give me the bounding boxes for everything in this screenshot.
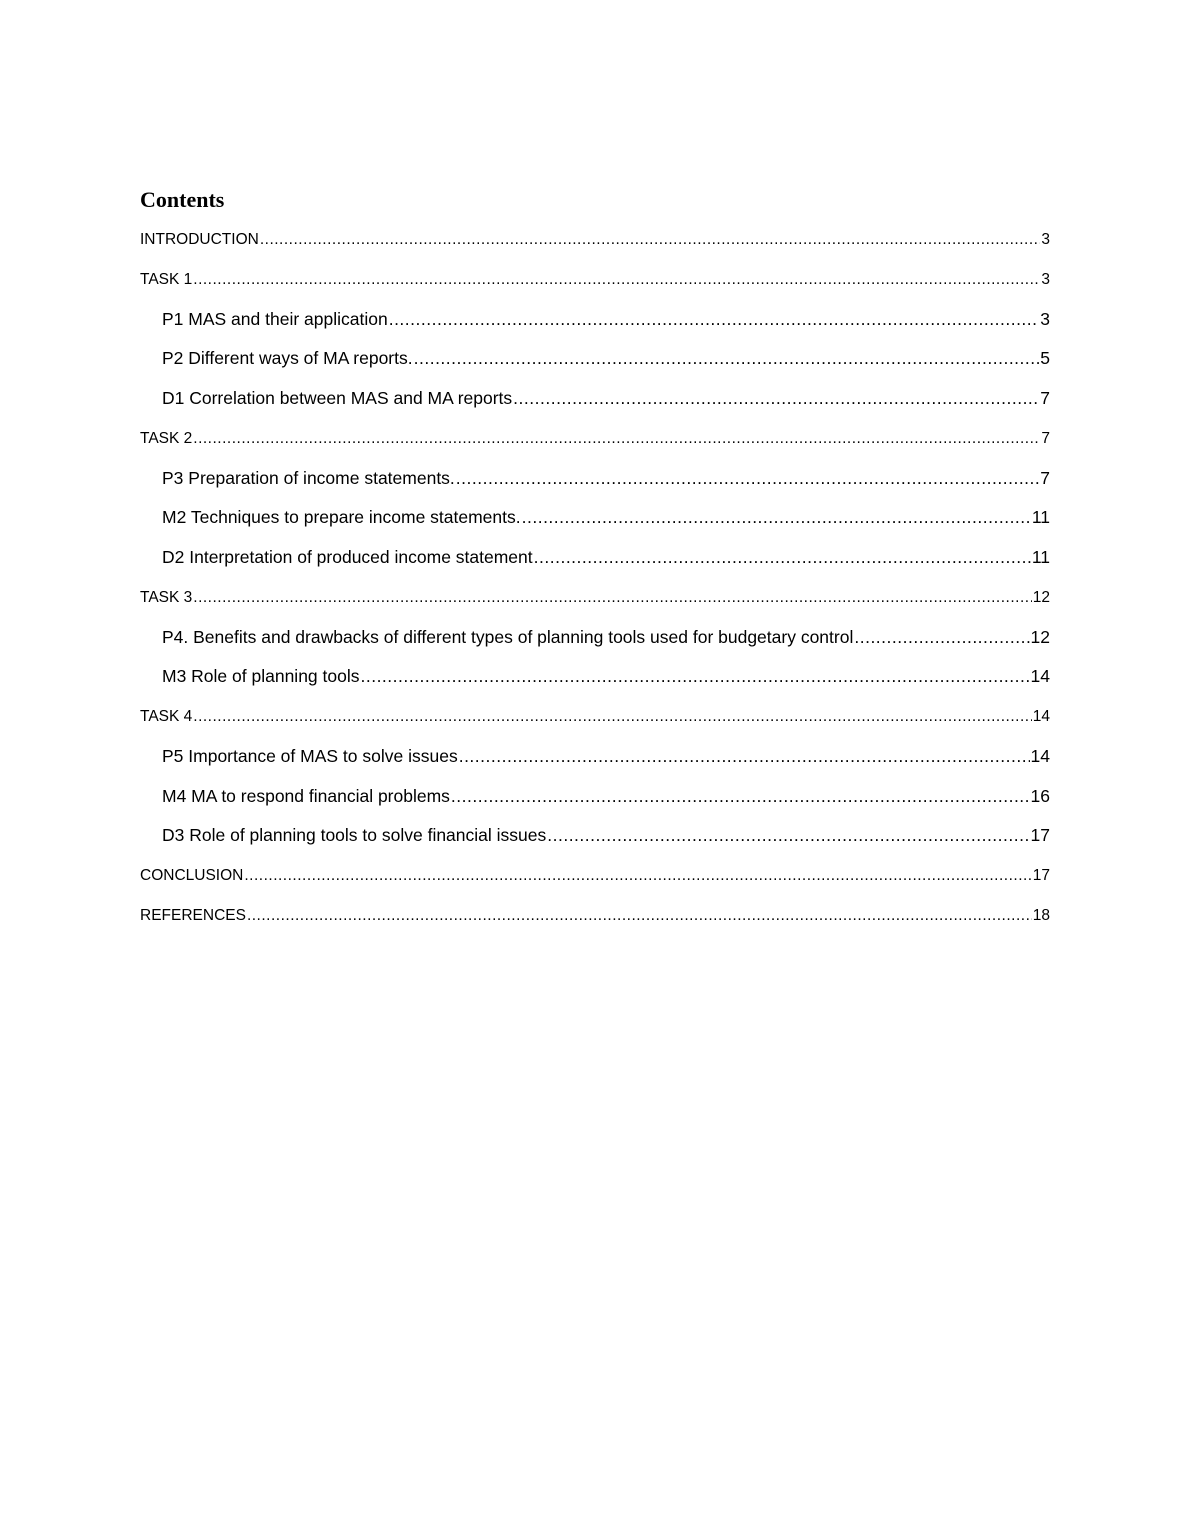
toc-dot-leader <box>522 498 1031 538</box>
toc-entry-page-number: 3 <box>1041 270 1050 288</box>
toc-entry-title: TASK 2 <box>140 429 193 447</box>
toc-dot-leader <box>513 379 1039 419</box>
toc-entry-title: P3 Preparation of income statements. <box>162 467 455 488</box>
toc-entry[interactable] <box>140 697 1050 737</box>
toc-dot-leader <box>854 618 1029 658</box>
toc-entry-page-number: 3 <box>1041 231 1050 248</box>
toc-entry-title: P1 MAS and their application <box>162 308 388 329</box>
toc-entry[interactable] <box>140 260 1050 300</box>
toc-entry-title: P4. Benefits and drawbacks of different types of planning tools used for budgetary control <box>162 626 854 647</box>
toc-entry-page-number: 11 <box>1031 547 1050 567</box>
toc-entry-page-number: 11 <box>1031 507 1050 528</box>
toc-entry-title: P5 Importance of MAS to solve issues <box>162 745 458 766</box>
contents-heading: Contents <box>140 187 225 212</box>
toc-entry-title: TASK 3 <box>140 588 193 606</box>
toc-entry-title: M4 MA to respond financial problems <box>162 785 450 806</box>
toc-dot-leader <box>459 737 1030 777</box>
toc-entry-page-number: 5 <box>1040 348 1050 369</box>
toc-dot-leader <box>547 816 1029 856</box>
toc-entry-title: D3 Role of planning tools to solve financial issues <box>162 825 547 846</box>
toc-dot-leader <box>193 578 1031 618</box>
toc-entry-title: M3 Role of planning tools <box>162 666 360 687</box>
toc-entry[interactable] <box>140 618 1050 658</box>
toc-entry-title: D2 Interpretation of produced income statement <box>162 547 533 567</box>
toc-entry[interactable] <box>140 816 1050 856</box>
toc-dot-leader <box>193 419 1040 459</box>
toc-entry-page-number: 12 <box>1030 626 1050 647</box>
toc-entry-page-number: 14 <box>1032 708 1050 725</box>
toc-entry-page-number: 14 <box>1030 745 1050 766</box>
toc-entry-page-number: 14 <box>1030 666 1050 687</box>
toc-entry-page-number: 7 <box>1041 429 1050 447</box>
toc-entry-title: REFERENCES <box>140 906 246 924</box>
toc-dot-leader <box>260 220 1041 260</box>
toc-entry[interactable] <box>140 737 1050 777</box>
toc-dot-leader <box>451 777 1030 817</box>
toc-dot-leader <box>414 339 1040 379</box>
toc-entry-title: INTRODUCTION <box>140 231 259 248</box>
toc-entry-page-number: 18 <box>1032 906 1050 924</box>
toc-entry-page-number: 7 <box>1040 388 1050 408</box>
toc-dot-leader <box>193 260 1040 300</box>
toc-entry[interactable] <box>140 856 1050 896</box>
toc-entry-title: TASK 1 <box>140 270 193 288</box>
toc-entry[interactable] <box>140 777 1050 817</box>
toc-entry-title: P2 Different ways of MA reports. <box>162 348 413 369</box>
toc-entry[interactable] <box>140 538 1050 578</box>
toc-entry[interactable] <box>140 339 1050 379</box>
toc-dot-leader <box>534 538 1031 578</box>
toc-entry[interactable] <box>140 300 1050 340</box>
toc-dot-leader <box>247 896 1032 936</box>
table-of-contents <box>140 220 1050 936</box>
toc-entry[interactable] <box>140 498 1050 538</box>
toc-entry-page-number: 7 <box>1040 467 1050 488</box>
toc-entry[interactable] <box>140 459 1050 499</box>
toc-dot-leader <box>244 856 1031 896</box>
toc-entry-title: TASK 4 <box>140 708 193 725</box>
toc-entry[interactable] <box>140 578 1050 618</box>
toc-dot-leader <box>456 459 1039 499</box>
toc-entry-page-number: 17 <box>1032 867 1050 884</box>
toc-dot-leader <box>389 300 1040 340</box>
toc-dot-leader <box>360 657 1029 697</box>
toc-entry[interactable] <box>140 220 1050 260</box>
toc-entry[interactable] <box>140 657 1050 697</box>
toc-dot-leader <box>193 697 1031 737</box>
toc-entry-title: M2 Techniques to prepare income statements. <box>162 507 521 528</box>
toc-entry-title: CONCLUSION <box>140 867 244 884</box>
toc-entry[interactable] <box>140 379 1050 419</box>
toc-entry-page-number: 16 <box>1030 785 1050 806</box>
toc-entry-page-number: 3 <box>1040 308 1050 329</box>
toc-entry[interactable] <box>140 896 1050 936</box>
toc-entry-page-number: 12 <box>1032 588 1050 606</box>
toc-entry-page-number: 17 <box>1030 825 1050 846</box>
toc-entry[interactable] <box>140 419 1050 459</box>
toc-entry-title: D1 Correlation between MAS and MA reports <box>162 388 513 408</box>
